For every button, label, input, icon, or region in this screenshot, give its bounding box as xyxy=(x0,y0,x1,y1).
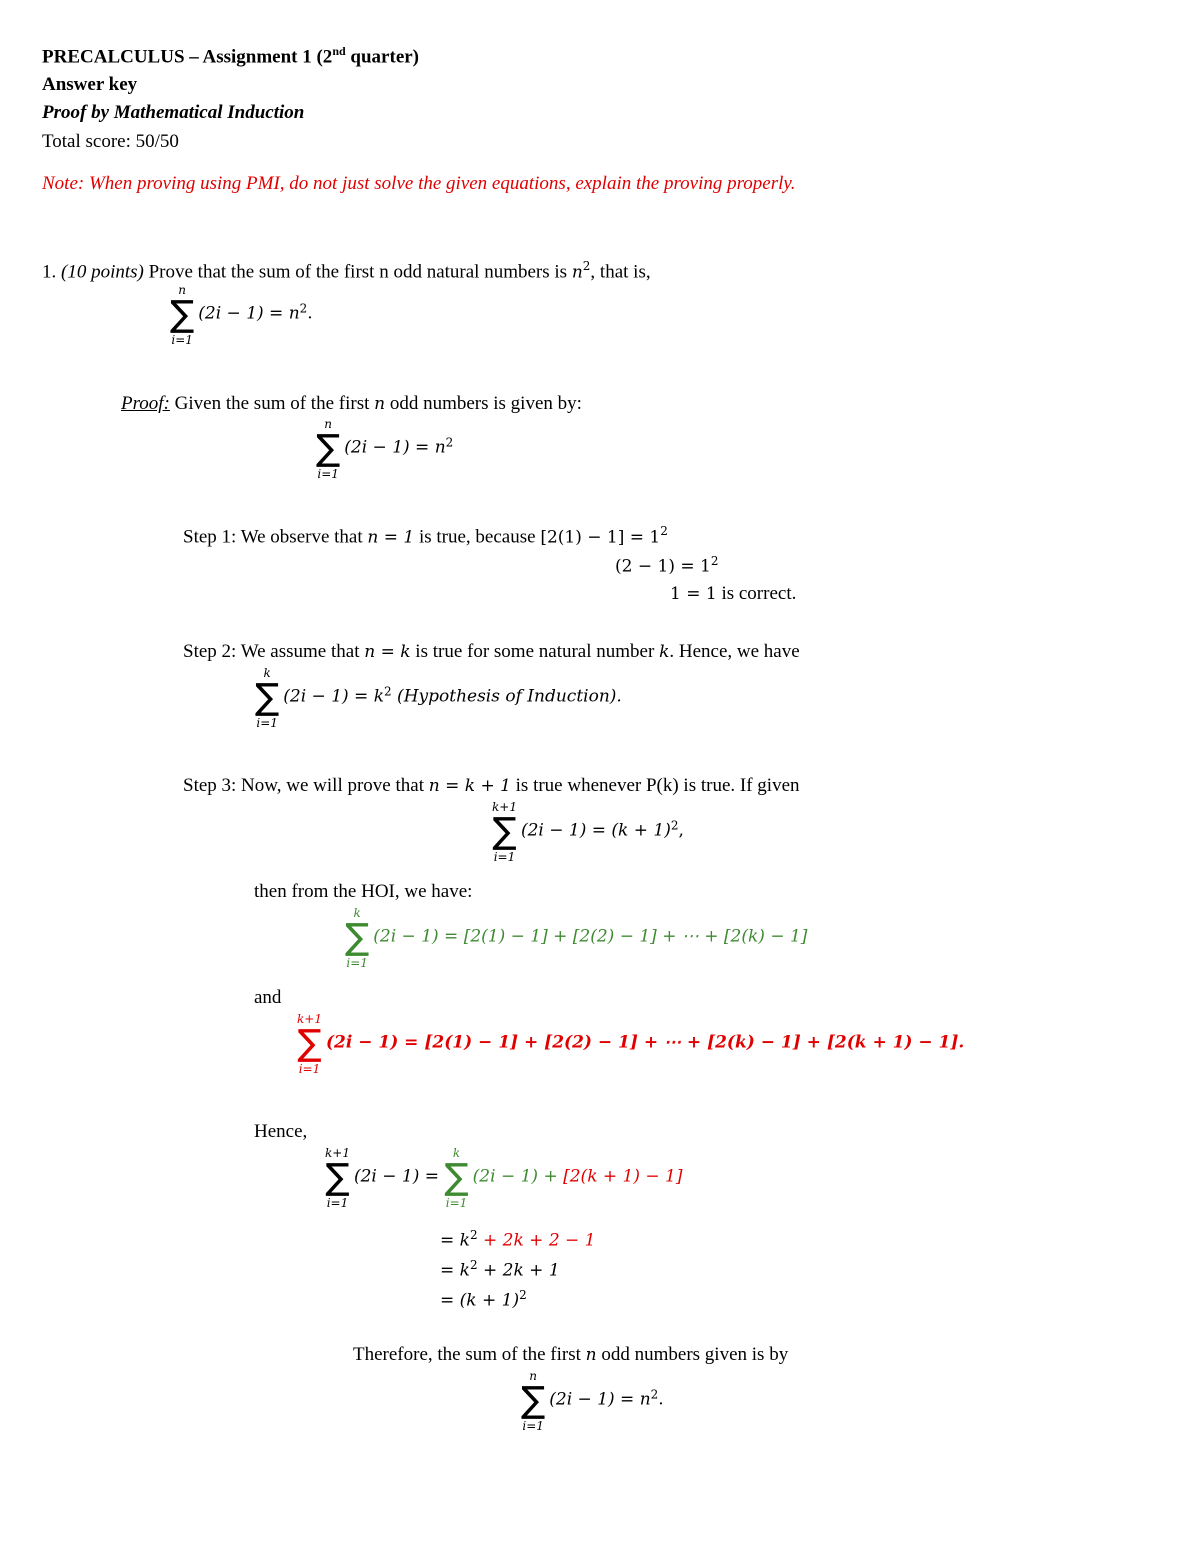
then-text: then from the HOI, we have: xyxy=(254,881,473,902)
answer-key-label: Answer key xyxy=(42,74,138,95)
proof-sum-formula: n ∑ i=1 $(2i - 1) = n^2$ xyxy=(316,417,454,481)
problem-sum-formula: n ∑ i=1 $(2i - 1) = n^2$. xyxy=(170,283,313,347)
step1-eq2: $(2 - 1) = 1^2$ xyxy=(615,554,719,577)
hence-line3: = $k^2 + 2k + 1$ xyxy=(440,1258,560,1281)
red-expansion: k+1 ∑ i=1 (2i − 1) = [2(1) − 1] + [2(2) − 1] + ⋯ + [2(k) − 1] + [2(k + 1) − 1]. xyxy=(297,1012,965,1076)
step2-hypothesis: k ∑ i=1 $(2i - 1) = k^2$ (Hypothesis of Induction). xyxy=(255,666,622,730)
hence-line1: k+1 ∑ i=1 (2i − 1) = k ∑ i=1 (2i − 1) + [2(k + 1) − 1] xyxy=(325,1146,683,1210)
problem-statement: 1. (10 points) Prove that the sum of the first n odd natural numbers is $n^2$, that is, xyxy=(42,259,651,283)
step3-line: Step 3: Now, we will prove that n = k + 1 is true whenever P(k) is true. If given xyxy=(183,775,800,796)
green-expansion: k ∑ i=1 (2i − 1) = [2(1) − 1] + [2(2) − 1] + ⋯ + [2(k) − 1] xyxy=(345,906,808,970)
hence-line2: = $k^2 + 2k + 2 - 1$ xyxy=(440,1228,596,1251)
step3-sum: k+1 ∑ i=1 $(2i - 1) = (k + 1)^2$, xyxy=(492,800,684,864)
note: Note: When proving using PMI, do not just solve the given equations, explain the proving properly. xyxy=(42,173,796,194)
title: PRECALCULUS – Assignment 1 (2nd quarter) xyxy=(42,44,420,68)
step2-line: Step 2: We assume that n = k is true for some natural number k. Hence, we have xyxy=(183,641,800,662)
proof-intro: Proof: Given the sum of the first n odd numbers is given by: xyxy=(121,393,582,414)
step1-line: Step 1: We observe that n = 1 is true, because $[2(1) - 1] = 1^2$ xyxy=(183,524,668,548)
subtitle: Proof by Mathematical Induction xyxy=(42,102,305,123)
conclusion-text: Therefore, the sum of the first n odd numbers given is by xyxy=(353,1344,789,1365)
total-score: Total score: 50/50 xyxy=(42,131,179,152)
hence-text: Hence, xyxy=(254,1121,308,1142)
hence-line4: = $(k + 1)^2$ xyxy=(440,1288,527,1311)
and-text: and xyxy=(254,987,282,1008)
step1-eq3: 1 = 1 is correct. xyxy=(670,583,797,604)
final-sum: n ∑ i=1 $(2i - 1) = n^2$. xyxy=(521,1369,664,1433)
